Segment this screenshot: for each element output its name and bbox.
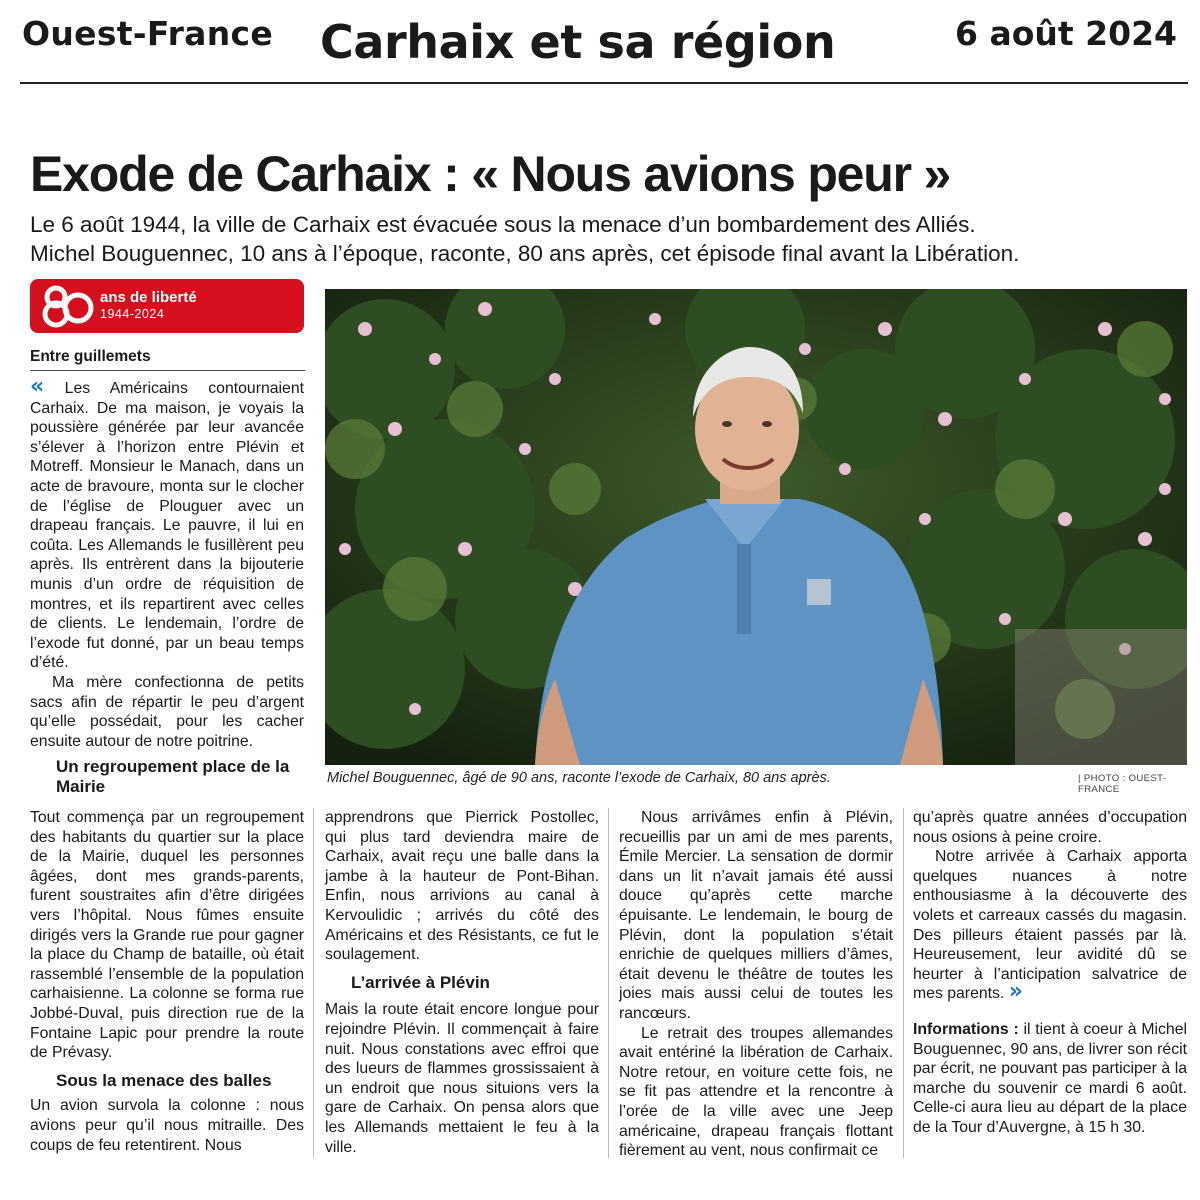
badge-title: ans de liberté [100, 289, 197, 306]
column-1-upper [30, 374, 305, 796]
standfirst-line-2: Michel Bouguennec, 10 ans à l’époque, raconte, 80 ans après, cet épisode final avant la Libération. [30, 241, 1020, 266]
paragraph [30, 374, 305, 673]
column-rule [313, 808, 314, 1158]
standfirst-line-1: Le 6 août 1944, la ville de Carhaix est évacuée sous la menace d’un bombardement des Alliés. [30, 212, 976, 237]
paragraph-text: Les Américains contournaient Carhaix. De ma maison, je voyais la poussière générée par leur avancée s’élever à l’horizon entre Plévin et Motreff. Monsieur le Manach, dans un acte de bravoure, monta sur le clocher de l’église de Plouguer avec un drapeau français. Le pauvre, il lui en coûta. Les Allemands le fusillèrent peu après. Ils entrèrent dans la bijouterie munis d’un ordre de réquisition de montres, et ils repartirent avec celles de clients. Le lendemain, l’ordre de l’exode fut donné, par un beau temps d’été. [30, 380, 305, 672]
column-rule [608, 808, 609, 1158]
subhead: L’arrivée à Plévin [351, 972, 490, 992]
article-standfirst [30, 210, 1190, 268]
publication-name: Ouest-France [22, 14, 274, 53]
column-3 [619, 808, 893, 1161]
paragraph: Nous arrivâmes enfin à Plévin, recueillis par un ami de mes parents, Émile Mercier. La sensation de dormir dans un lit n’avait jamais été aussi douce qu’après cette marche épuisante. Le lendemain, le bourg de Plévin, dont la population s’était enrichie de quelques milliers d’âmes, était devenu le théâtre de toutes les joies mais aussi celui de toutes les rancœurs. [619, 809, 893, 1022]
info-text: il tient à coeur à Michel Bouguennec, 90 ans, de livrer son récit par écrit, ne pouvant pas participer à la marche du souvenir ce mardi 6 août. Celle-ci aura lieu au départ de la place de la Tour d’Auvergne, à 15 h 30. [913, 1020, 1187, 1136]
paragraph-text: Notre arrivée à Carhaix apporta quelques nuances à notre enthousiasme à la découverte des volets et carreaux cassés du magasin. Des pilleurs étaient passés par là. Heureusement, leur avidité dû se heurter à l’anticipation salvatrice de mes parents. [913, 848, 1187, 1003]
info-label: Informations : [913, 1020, 1019, 1038]
article-photo [325, 289, 1187, 765]
photo-caption: Michel Bouguennec, âgé de 90 ans, raconte l’exode de Carhaix, 80 ans après. [327, 770, 831, 786]
subhead: Un regroupement place de la Mairie [56, 757, 290, 796]
section-rule [30, 370, 305, 371]
column-4 [913, 808, 1187, 1138]
section-label: Entre guillemets [30, 348, 151, 365]
section-title: Carhaix et sa région [320, 15, 836, 69]
article-headline: Exode de Carhaix : « Nous avions peur » [30, 146, 951, 202]
paragraph: Ma mère confectionna de petits sacs afin de répartir le peu d’argent qu’elle possédait, pour les cacher ensuite autour de notre poitrine. [30, 673, 304, 750]
quote-close-icon: » [1008, 979, 1023, 1005]
subhead: Sous la menace des balles [56, 1070, 272, 1090]
photo-credit: | PHOTO : OUEST-FRANCE [1078, 773, 1167, 795]
paragraph: Mais la route était encore longue pour rejoindre Plévin. Il commençait à faire nuit. Nous constations avec effroi que des lueurs de flammes grossissaient à un endroit que nous situions vers la gare de Carhaix. On pensa alors que les Allemands mettaient le feu à la ville. [325, 1001, 599, 1156]
column-1-lower [30, 808, 304, 1155]
masthead-rule [20, 82, 1188, 84]
publication-date: 6 août 2024 [955, 14, 1177, 53]
quote-open-icon: « [30, 374, 45, 399]
column-2 [325, 808, 599, 1157]
badge-80-logo [40, 283, 96, 329]
paragraph: Un avion survola la colonne : nous avions peur qu’il nous mitraille. Des coups de feu retentirent. Nous [30, 1097, 304, 1154]
photo-illustration [325, 289, 1187, 765]
column-rule [903, 808, 904, 1158]
paragraph: Le retrait des troupes allemandes avait entériné la libération de Carhaix. Notre retour, en voiture cette fois, ne se fit pas attendre et la rencontre à l’orée de la ville avec une Jeep américaine, drapeau français flottant fièrement au vent, nous confirmait ce [619, 1024, 893, 1160]
paragraph: Tout commença par un regroupement des habitants du quartier sur la place de la Mairie, duquel les personnes âgées, dont mes grands-parents, furent soustraites afin d’être dirigées vers l’hôpital. Nous fûmes ensuite dirigés vers la Grande rue pour gagner la place du Champ de bataille, où était rassemblé l’ensemble de la population carhaisienne. La colonne se forma rue Jobbé-Duval, puis direction rue de la Fontaine Lapic pour prendre la route de Prévasy. [30, 809, 304, 1062]
paragraph [913, 847, 1187, 1004]
paragraph: qu’après quatre années d’occupation nous osions à peine croire. [913, 809, 1187, 846]
paragraph: apprendrons que Pierrick Postollec, qui plus tard deviendra maire de Carhaix, avait reçu une balle dans la jambe à la hauteur de Pont-Bihan. Enfin, nous arrivions au canal à Kervoulidic ; arrivés du côté des Américains et des Résistants, ce fut le soulagement. [325, 809, 599, 964]
info-box [913, 1020, 1187, 1138]
badge-years: 1944-2024 [100, 307, 165, 321]
garden-structure [1015, 629, 1187, 765]
